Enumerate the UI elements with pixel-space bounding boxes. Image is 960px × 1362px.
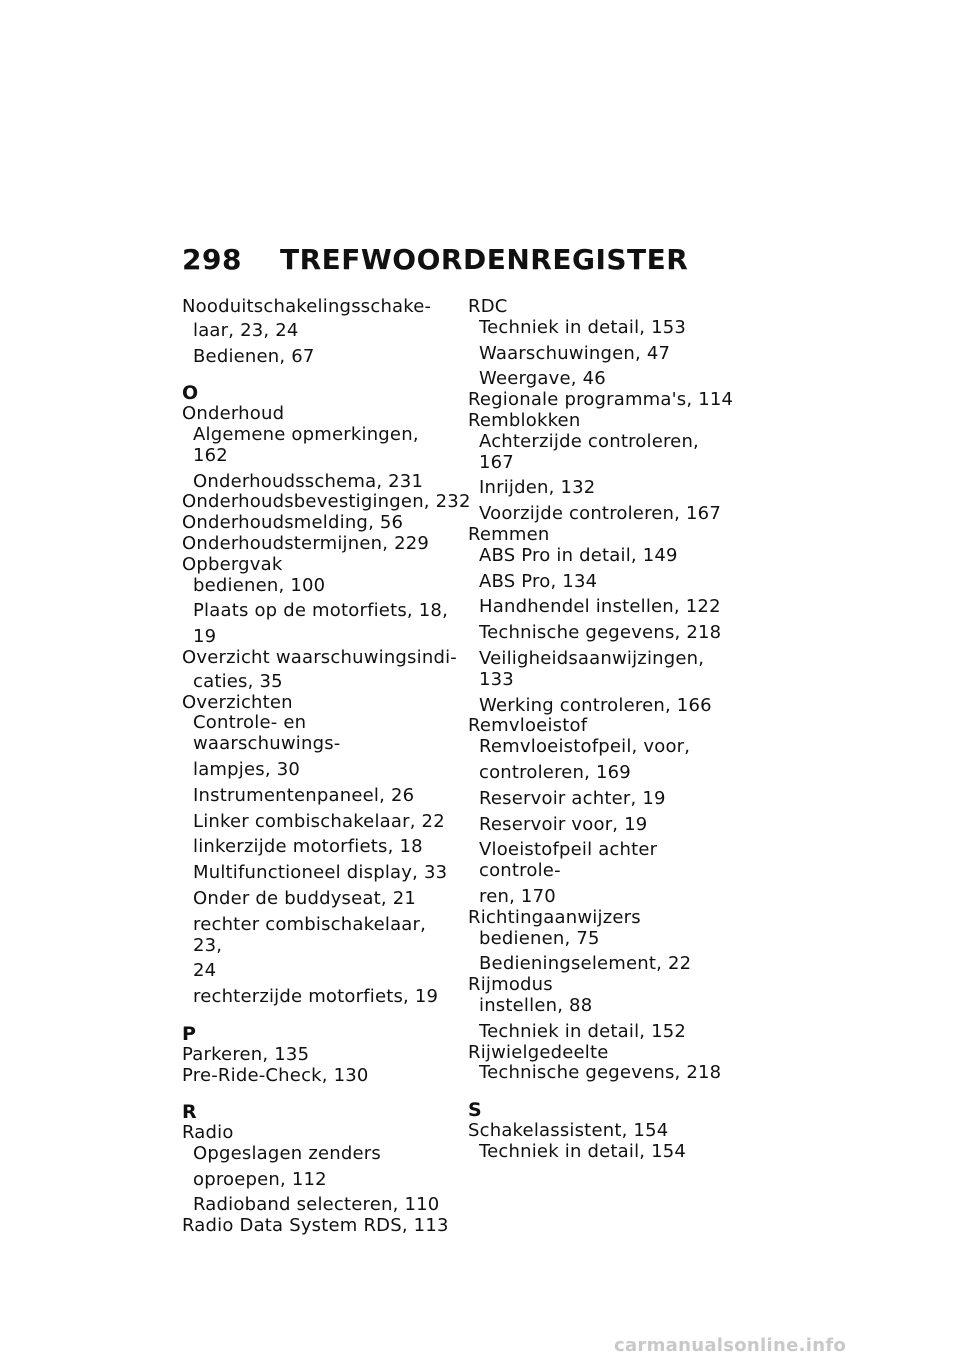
index-entry-term: Radio Data System RDS, 113 [182,1215,449,1237]
index-subentry: Onder de buddyseat, 21 [193,887,417,909]
index-entry-term: Opbergvak [182,553,283,575]
index-subentry: controleren, 169 [479,761,631,783]
index-subentry: bedienen, 75 [479,927,600,949]
index-entry-term: Pre-Ride-Check, 130 [182,1064,369,1086]
index-entry [468,1043,738,1085]
index-entry [182,534,454,555]
index-letter-heading: P [182,1022,197,1045]
index-subentry: Techniek in detail, 154 [479,1140,687,1162]
index-entry [182,491,471,513]
index-entry [182,1066,454,1087]
index-entry [182,555,454,648]
index-subentry: linkerzijde motorfiets, 18 [193,836,423,858]
index-entry [182,646,457,693]
index-subentry: Radioband selecteren, 110 [193,1194,440,1216]
index-subentry: Bedienen, 67 [193,345,315,367]
index-entry [468,716,738,907]
index-entry-term: Remblokken [468,409,581,431]
index-entry-term: Overzicht waarschuwingsindi- [182,646,457,668]
index-subentry: Instrumentenpaneel, 26 [193,784,415,806]
index-subentry: Linker combischakelaar, 22 [193,810,445,832]
index-subentry: Controle- en waarschuwings- [193,712,341,755]
index-entry [182,513,454,534]
index-entry-term: Rijwielgedeelte [468,1041,609,1063]
index-entry-term: RDC [468,296,508,317]
index-entry-term: Overzichten [182,691,293,713]
index-subentry: Vloeistofpeil achter controle- [479,839,658,882]
index-letter-heading: O [182,382,199,405]
index-subentry: Plaats op de motorfiets, 18, [193,600,448,622]
index-entry [468,297,738,390]
index-entry-term: Schakelassistent, 154 [468,1119,669,1141]
index-entry [468,908,738,975]
index-subentry: 24 [193,960,217,982]
index-entry [182,404,454,492]
index-entry-term: Radio [182,1122,234,1144]
index-entry [182,1216,454,1237]
index-subentry: Achterzijde controleren, 167 [479,430,699,473]
index-entry-term: Regionale programma's, 114 [468,389,734,411]
index-subentry: Inrijden, 132 [479,477,596,499]
index-column-left [182,296,471,1237]
index-entry-term: Onderhoudsmelding, 56 [182,512,404,534]
index-column-right [468,297,738,1162]
index-subentry: Waarschuwingen, 47 [479,342,671,364]
index-entry-term: Nooduitschakelingsschake- [182,296,432,317]
page-header [182,243,688,276]
index-entry-term: Onderhoudsbevestigingen, 232 [182,491,471,513]
index-subentry: oproepen, 112 [193,1168,327,1190]
index-subentry: Werking controleren, 166 [479,694,712,716]
index-subentry: ABS Pro in detail, 149 [479,544,678,566]
index-entry [468,390,738,411]
index-subentry: Reservoir voor, 19 [479,813,648,835]
index-entry [182,1123,454,1216]
index-subentry: Handhendel instellen, 122 [479,596,721,618]
index-subentry: Opgeslagen zenders [193,1142,381,1164]
index-entry [182,297,454,367]
index-subentry: 19 [193,626,217,648]
page-title: TREFWOORDENREGISTER [280,243,689,276]
index-subentry: Reservoir achter, 19 [479,787,666,809]
index-entry-term: Onderhoud [182,403,285,425]
watermark: carmanualsonline.info [614,1335,847,1356]
index-subentry: instellen, 88 [479,994,593,1016]
index-letter-heading: S [468,1099,482,1122]
index-subentry: Veiligheidsaanwijzingen, 133 [479,647,705,690]
index-entry-continuation: caties, 35 [193,670,283,692]
index-entry [468,411,738,525]
index-subentry: Remvloeistofpeil, voor, [479,736,691,758]
index-entry [182,1045,454,1066]
index-subentry: rechterzijde motorfiets, 19 [193,986,439,1008]
index-entry [468,975,738,1042]
index-subentry: rechter combischakelaar, 23, [193,913,427,956]
index-entry-term: Remmen [468,523,550,545]
index-subentry: bedienen, 100 [193,574,326,596]
index-subentry: Technische gegevens, 218 [479,1062,722,1084]
index-subentry: ABS Pro, 134 [479,570,598,592]
index-entry-term: Onderhoudstermijnen, 229 [182,532,430,554]
index-subentry: Technische gegevens, 218 [479,622,722,644]
index-entry [468,1121,738,1163]
index-entry-term: Rijmodus [468,974,553,996]
index-entry-term: Richtingaanwijzers [468,906,641,928]
index-entry-continuation: laar, 23, 24 [193,319,299,341]
index-subentry: Algemene opmerkingen, 162 [193,423,419,466]
index-entry [182,693,454,1008]
index-subentry: Bedieningselement, 22 [479,953,692,975]
index-subentry: Multifunctioneel display, 33 [193,862,448,884]
index-entry [468,525,738,716]
index-subentry: Onderhoudsschema, 231 [193,470,424,492]
index-letter-heading: R [182,1101,197,1124]
index-entry-term: Parkeren, 135 [182,1043,310,1065]
index-subentry: ren, 170 [479,885,556,907]
index-subentry: lampjes, 30 [193,758,300,780]
index-subentry: Weergave, 46 [479,368,606,390]
page-number: 298 [182,243,242,276]
index-subentry: Voorzijde controleren, 167 [479,503,721,525]
index-subentry: Techniek in detail, 152 [479,1020,687,1042]
index-entry-term: Remvloeistof [468,715,588,737]
index-subentry: Techniek in detail, 153 [479,316,687,338]
